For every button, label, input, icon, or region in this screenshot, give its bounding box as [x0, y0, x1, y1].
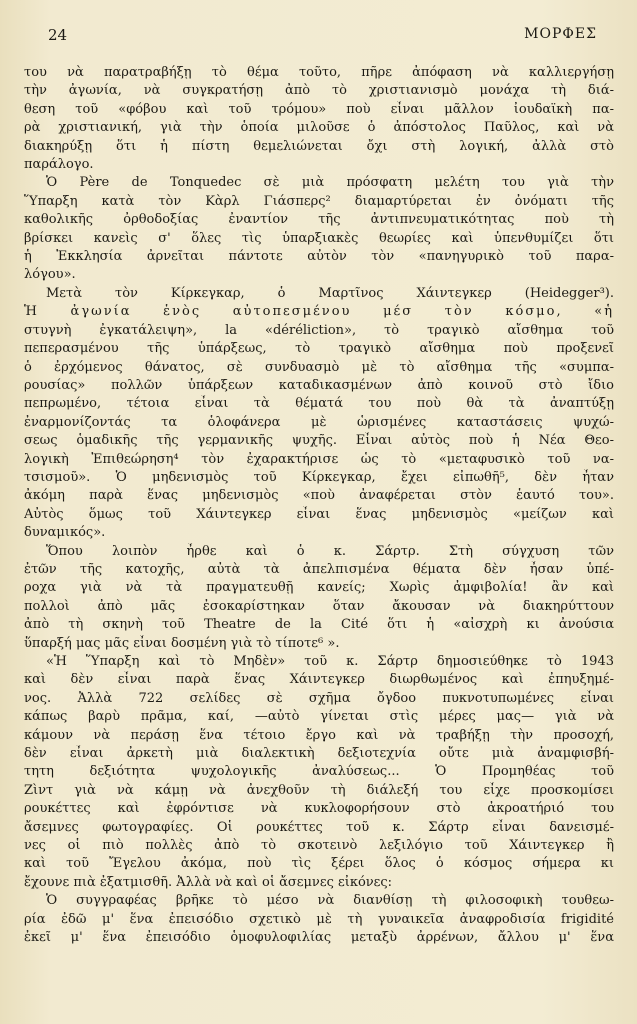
text-line: ἐκεῖ μ' ἕνα ἐπεισόδιο ὁμοφυλοφιλίας μεταξὺ ἀρρένων, ἄλλου μ' ἕνα — [24, 930, 614, 946]
text-line: ὕπαρξή μας μᾶς εἶναι δοσμένη γιὰ τὸ τίποτε⁶ ». — [24, 635, 340, 651]
text-line: καθολικῆς ὀρθοδοξίας ἐναντίον τῆς ἀντιπνευματικότητας ποὺ τὴ — [24, 212, 614, 228]
text-line: τσισμοῦ». Ὁ μηδενισμὸς τοῦ Κίρκεγκαρ, ἔχει εἰπωθῆ⁵, δὲν ἦταν — [24, 469, 614, 485]
text-line: ρουσίας» πολλῶν ὑπάρξεων καταδικασμένων ἀπὸ κοινοῦ στὸ ἴδιο — [24, 377, 614, 393]
text-line: στυγνὴ ἐγκατάλειψη», la «déréliction», τὸ τραγικὸ αἴσθημα τοῦ — [24, 322, 614, 338]
text-line: ἐναρμονίζοντάς τα ὁλοφάνερα μὲ ὡρισμένες καταστάσεις ψυχώ- — [24, 414, 614, 430]
text-line: ἐτῶν τῆς κατοχῆς, αὐτὰ τὰ ἀπελπισμένα θέματα δὲν ἦσαν ὑπέ- — [24, 561, 614, 577]
body-text — [24, 64, 614, 948]
text-line: ὁ ἐρχόμενος θάνατος, σὲ συνδυασμὸ μὲ τὸ αἴσθημα τῆς «συμπα- — [24, 359, 614, 375]
text-line: ἡ Ἐκκλησία ἀρνεῖται πάντοτε αὐτὸν τὸν «πανηγυρικὸ τοῦ παρα- — [24, 249, 614, 265]
text-line: Μετὰ τὸν Κίρκεγκαρ, ὁ Μαρτῖνος Χάιντεγκερ (Heidegger³). — [46, 285, 614, 301]
text-line: πεπρωμένο, τέτοια εἶναι τὰ θέματά του ποὺ θὰ τὰ ἀναπτύξῃ — [24, 396, 614, 412]
text-line: καὶ δὲν εἶναι παρὰ ἕνας Χάιντεγκερ διωρθωμένος καὶ ἐπηυξημέ- — [24, 672, 614, 688]
text-line: νος. Ἀλλὰ 722 σελίδες σὲ σχῆμα ὄγδοο πυκνοτυπωμένες εἶναι — [24, 690, 614, 706]
text-line: ἀπὸ τὴ σκηνὴ τοῦ Theatre de la Cité ὅτι ἡ «αἰσχρὴ κι ἀνούσια — [24, 617, 614, 633]
text-line: λόγου». — [24, 267, 76, 283]
text-line: δὲν εἶναι ἀρκετὴ μιὰ διαλεκτικὴ δεξιοτεχνία οὔτε μιὰ ἀναμφισβή- — [24, 746, 614, 762]
text-line: ἀκόμη παρὰ ἕνας μηδενισμὸς «ποὺ ἀναφέρεται στὸν ἑαυτό του». — [24, 488, 614, 504]
page-number: 24 — [48, 26, 68, 44]
text-line: βρίσκει κανεὶς σ' ὅλες τὶς ὑπαρξιακὲς θεωρίες καὶ ὑπενθυμίζει ὅτι — [24, 230, 614, 246]
text-line: τητη δεξιότητα ψυχολογικῆς ἀναλύσεως... Ὁ Προμηθέας τοῦ — [24, 764, 614, 780]
text-line: ρουκέττες καὶ ἐφρόντισε νὰ κυκλοφορήσουν στὸ ἀκροατήριό του — [24, 801, 614, 817]
text-line: θεση τοῦ «φόβου καὶ τοῦ τρόμου» ποὺ εἶναι μᾶλλον ἰουδαϊκὴ πα- — [24, 101, 614, 117]
running-title: ΜΟΡΦΕΣ — [524, 26, 597, 42]
text-line: κάπως βαρὺ πρᾶμα, καί, —αὐτὸ γίνεται στὶς μέρες μας— γιὰ νὰ — [24, 709, 614, 725]
text-line: πολλοὶ ἀπὸ μᾶς ἐσοκαρίστηκαν ὅταν ἄκουσαν νὰ διακηρύττουν — [24, 598, 614, 614]
text-line: Ὅπου λοιπὸν ἦρθε καὶ ὁ κ. Σάρτρ. Στὴ σύγχυση τῶν — [46, 543, 614, 559]
text-line: παράλογο. — [24, 157, 94, 173]
text-line: σεως ὁμαδικῆς τῆς γερμανικῆς ψυχῆς. Εἶναι αὐτὸς ποὺ ἡ Νέα Θεο- — [24, 433, 614, 449]
text-line: «Ἡ Ὕπαρξη καὶ τὸ Μηδὲν» τοῦ κ. Σάρτρ δημοσιεύθηκε τὸ 1943 — [46, 654, 614, 669]
text-line: Ὕπαρξη κατὰ τὸν Κὰρλ Γιάσπερς² διαμαρτύρεται ἐν ὀνόματι τῆς — [24, 193, 614, 209]
text-line: Αὐτὸς ὅμως τοῦ Χάιντεγκερ εἶναι ἕνας μηδενισμὸς «μείζων καὶ — [24, 506, 614, 522]
text-line: ἄσεμνες φωτογραφίες. Οἱ ρουκέττες τοῦ κ. Σάρτρ εἶναι δανεισμέ- — [24, 819, 614, 835]
text-line: κάμουν νὰ περάσῃ ἕνα τέτοιο ἔργο καὶ νὰ τραβήξῃ τὴν προσοχή, — [24, 727, 614, 743]
text-line: του νὰ παρατραβήξῃ τὸ θέμα τοῦτο, πῆρε ἀπόφαση νὰ καλλιεργήσῃ — [24, 65, 614, 80]
text-line: νες οἱ πιὸ πολλὲς ἀπὸ τὸ σκοτεινὸ λεξιλόγιο τοῦ Χάιντεγκερ ἢ — [24, 838, 614, 854]
text-line: τὴν ἀγωνία, νὰ συγκρατήσῃ ἀπὸ τὸ χριστιανισμὸ μονάχα τὴ διά- — [24, 83, 614, 99]
text-line: διακηρύξῃ ὅτι ἡ πίστη θεμελιώνεται ὄχι στὴ λογική, ἀλλὰ στὸ — [24, 138, 614, 154]
text-line: Ὁ συγγραφέας βρῆκε τὸ μέσο νὰ διανθίσῃ τὴ φιλοσοφικὴ τουθεω- — [46, 893, 614, 909]
text-line: ἔχουνε πιὰ ἐξατμισθῆ. Ἀλλὰ νὰ καὶ οἱ ἄσεμνες εἰκόνες: — [24, 874, 393, 890]
text-line: καὶ τοῦ Ἔγελου ἀκόμα, ποὺ τὶς ξέρει ὅλος ὁ κόσμος σήμερα κι — [24, 856, 614, 872]
text-line: λογικὴ Ἐπιθεώρηση⁴ τὸν ἐχαρακτήρισε ὡς τὸ «μεταφυσικὸ τοῦ να- — [24, 451, 614, 467]
text-line: Ὁ Père de Tonquedec σὲ μιὰ πρόσφατη μελέτη του γιὰ τὴν — [46, 175, 614, 191]
page-header — [48, 26, 597, 50]
text-line: Ζὶντ γιὰ νὰ κάμῃ νὰ ἀνεχθοῦν τὴ διάλεξή του εἶχε προσκομίσει — [24, 782, 614, 798]
text-line: ρία ἐδῶ μ' ἕνα ἐπεισόδιο σχετικὸ μὲ τὴ γυναικεῖα ἀναφροδισία frigidité — [24, 911, 614, 927]
text-line: ροχα γιὰ νὰ τὰ πραγματευθῇ κανείς; Χωρὶς ἀμφιβολία! ἂν καὶ — [24, 580, 614, 596]
text-line: πεπερασμένου τῆς ὑπάρξεως, τὸ τραγικὸ αἴσθημα ποὺ προξενεῖ — [24, 341, 614, 357]
text-line: ρὰ χριστιανική, γιὰ τὴν ὁποία μιλοῦσε ὁ ἀπόστολος Παῦλος, καὶ νὰ — [24, 120, 614, 136]
text-line: δυναμικός». — [24, 525, 106, 541]
text-line: Ἡ ἀγωνία ἑνὸς αὐτοπεσμένου μέσ τὸν κόσμο, «ἡ — [24, 304, 614, 320]
